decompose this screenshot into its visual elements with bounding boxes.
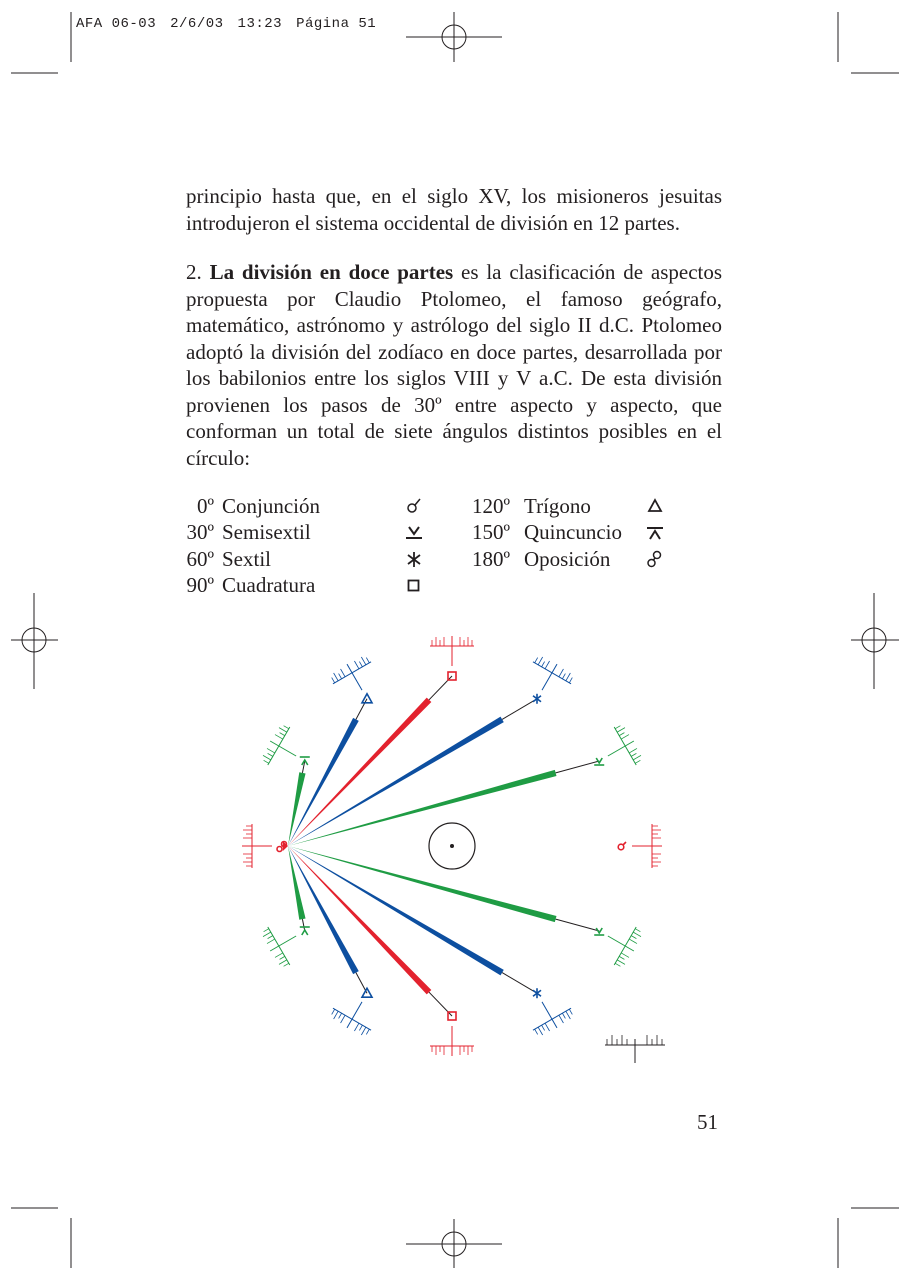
semisextile-icon <box>594 928 604 935</box>
trine-icon <box>362 694 372 703</box>
aspect-name: Oposición <box>524 546 611 571</box>
cusp-tick <box>542 662 545 667</box>
opposition-icon <box>277 842 287 852</box>
cusp-tick <box>341 669 346 677</box>
cusp-tick <box>635 929 640 932</box>
slug-code: AFA 06-03 <box>76 16 157 32</box>
cusp-tick <box>542 1025 545 1030</box>
cusp-tick <box>631 936 636 939</box>
aspect-degree: 90º <box>186 573 214 598</box>
cusp-ruler <box>533 662 571 684</box>
cusp-tick <box>366 1029 369 1034</box>
aspect-name: Semisextil <box>222 520 311 545</box>
conjunction-icon <box>405 497 423 515</box>
cusp-tick <box>263 755 271 760</box>
cusp-tick <box>264 929 269 932</box>
cusp-tick <box>562 674 565 679</box>
cusp-tick <box>359 662 362 667</box>
aspect-row-conjunction <box>196 493 320 519</box>
cusp-ruler <box>333 662 371 684</box>
cusp-tick <box>633 932 641 937</box>
page-number: 51 <box>697 1110 718 1134</box>
cusp-tick <box>264 760 269 763</box>
cusp-tick <box>569 1009 572 1014</box>
cusp-tick <box>631 753 636 756</box>
cusp-tick <box>538 657 543 665</box>
cusp-tick <box>332 1009 335 1014</box>
cusp-tick <box>617 960 625 965</box>
cusp-tick <box>354 1023 359 1031</box>
aspect-connector <box>502 699 537 720</box>
cusp-ruler <box>268 927 290 965</box>
cusp-tick <box>339 674 342 679</box>
cusp-tick <box>359 1025 362 1030</box>
sextile-icon <box>405 550 423 568</box>
cusp-tick <box>279 728 287 733</box>
quincunx-icon <box>300 757 310 765</box>
cusp-tick <box>279 960 287 965</box>
cusp-tick <box>629 748 637 753</box>
cusp-tick <box>559 1015 564 1023</box>
aspect-name: Cuadratura <box>222 573 316 598</box>
cusp-ruler <box>333 1008 371 1030</box>
cusp-tick <box>334 1011 339 1019</box>
cusp-ruler <box>268 727 290 765</box>
registration-target-top <box>406 12 502 62</box>
aspect-name: Quincuncio <box>524 520 622 545</box>
aspect-line-quincunx <box>288 772 306 846</box>
trine-icon <box>646 497 664 515</box>
registration-target-left <box>11 593 58 689</box>
cusp-tick <box>615 726 620 729</box>
cusp-tick <box>332 678 335 683</box>
cusp-tick <box>545 661 550 669</box>
cusp-tick <box>267 939 275 944</box>
earth-center-dot <box>450 844 454 848</box>
paragraph-2 <box>186 259 722 471</box>
aspect-degree: 150º <box>471 520 510 545</box>
aspect-row-opposition <box>471 546 611 572</box>
cusp-tick <box>268 753 273 756</box>
aspect-name: Conjunción <box>222 494 320 518</box>
cusp-tick <box>263 932 271 937</box>
cusp-tick <box>280 956 285 959</box>
cusp-tick <box>615 963 620 966</box>
quincunx-icon <box>300 927 310 935</box>
aspect-degree: 120º <box>471 494 510 518</box>
aspect-line-semisextile <box>288 770 556 846</box>
cusp-tick <box>559 669 564 677</box>
sextile-icon <box>533 988 541 998</box>
body-text <box>186 183 722 471</box>
slug-time: 13:23 <box>237 16 283 32</box>
aspect-row-trine <box>471 493 591 519</box>
cusp-tick <box>268 936 273 939</box>
slug-page: Página 51 <box>296 16 377 32</box>
cusp-tick <box>339 1013 342 1018</box>
slug-date: 2/6/03 <box>170 16 224 32</box>
cusp-tick <box>566 1011 571 1019</box>
cusp-tick <box>545 1023 550 1031</box>
aspect-line-quincunx <box>288 846 306 920</box>
cusp-tick <box>361 657 366 665</box>
registration-target-bottom <box>406 1219 502 1268</box>
cusp-tick <box>619 956 624 959</box>
aspect-row-sextile <box>186 546 272 572</box>
cusp-tick <box>354 661 359 669</box>
aspect-line-square <box>288 698 431 846</box>
paragraph-2-bold-term: La división en doce partes <box>209 260 454 284</box>
cusp-tick <box>619 733 624 736</box>
cusp-tick <box>275 735 283 740</box>
aspect-row-square <box>186 572 316 598</box>
cusp-tick <box>280 733 285 736</box>
cusp-tick <box>267 748 275 753</box>
aspect-degree: 30º <box>186 520 214 545</box>
paragraph-2-number: 2. <box>186 260 202 284</box>
cusp-tick <box>366 658 369 663</box>
cusp-tick <box>275 953 283 958</box>
cusp-tick <box>621 735 629 740</box>
cusp-tick <box>629 939 637 944</box>
opposition-icon <box>646 550 664 568</box>
aspect-connector <box>356 699 367 720</box>
cusp-ruler <box>533 1008 571 1030</box>
aspect-name: Trígono <box>524 494 591 518</box>
cusp-tick <box>284 726 289 729</box>
cusp-tick <box>334 673 339 681</box>
cusp-tick <box>538 1027 543 1035</box>
aspect-connector <box>502 973 537 994</box>
cusp-tick <box>535 658 538 663</box>
cusp-tick <box>341 1015 346 1023</box>
cusp-tick <box>617 728 625 733</box>
cusp-tick <box>566 673 571 681</box>
aspect-connector <box>556 919 600 931</box>
conjunction-icon <box>618 842 626 850</box>
quincunx-icon <box>646 523 664 541</box>
aspect-row-quincunx <box>471 519 622 545</box>
cusp-ruler <box>614 727 636 765</box>
paragraph-1: principio hasta que, en el siglo XV, los misioneros jesuitas introdujeron el sistema occidental de división en 12 partes. <box>186 184 722 235</box>
paragraph-2-text: es la clasificación de aspectos propuesta por Claudio Ptolomeo, el famoso geógrafo, matemático, astrónomo y astrólogo del siglo II d.C. Ptolomeo adoptó la división del zodíaco en doce partes, desarrollada por los babilonios entre los siglos VIII y V a.C. De esta división provienen los pasos de 30º entre aspecto y aspecto, que conforman un total de siete ángulos distintos posibles en el círculo: <box>186 260 723 470</box>
aspect-row-semisextile <box>186 519 311 545</box>
cusp-tick <box>621 953 629 958</box>
cusp-tick <box>562 1013 565 1018</box>
aspect-connector <box>556 761 600 773</box>
aspect-degree: 180º <box>471 546 510 571</box>
aspect-wheel-diagram <box>230 625 680 1075</box>
print-slug <box>76 16 390 32</box>
registration-target-right <box>851 593 899 689</box>
sextile-icon <box>533 694 541 704</box>
square-icon <box>405 576 423 594</box>
cusp-tick <box>284 963 289 966</box>
cusp-tick <box>361 1027 366 1035</box>
aspect-line-semisextile <box>288 846 556 922</box>
cusp-tick <box>535 1029 538 1034</box>
cusp-tick <box>633 755 641 760</box>
aspect-name: Sextil <box>222 546 272 571</box>
semisextile-icon <box>405 523 423 541</box>
aspect-degree: 60º <box>186 546 214 571</box>
aspect-line-square <box>288 846 431 994</box>
aspect-degree: 0º <box>196 494 214 518</box>
cusp-ruler <box>614 927 636 965</box>
cusp-tick <box>635 760 640 763</box>
cusp-tick <box>569 678 572 683</box>
